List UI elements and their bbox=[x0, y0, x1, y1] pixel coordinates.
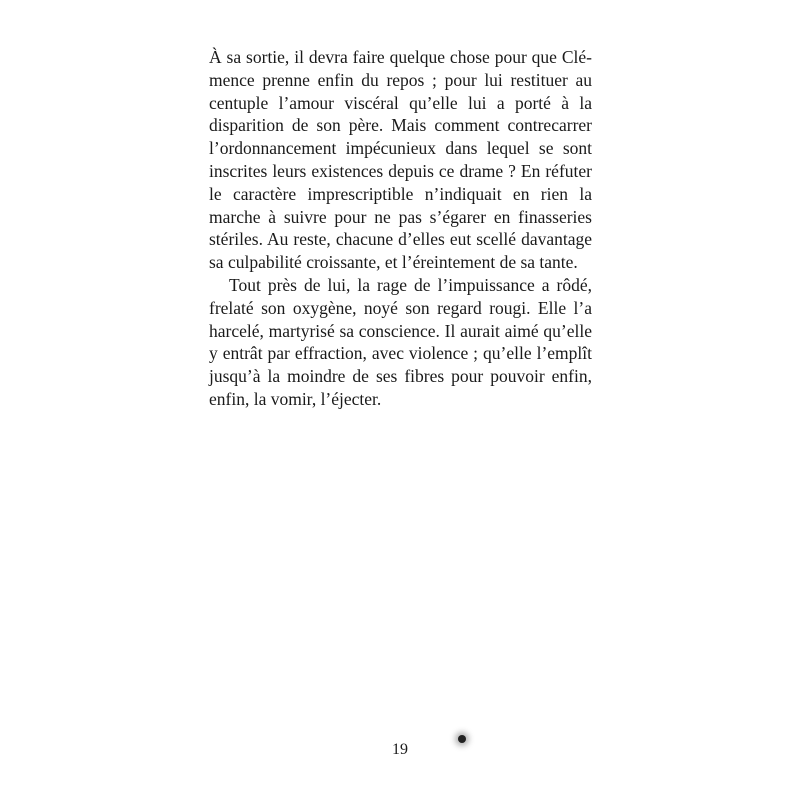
paragraph-2: Tout près de lui, la rage de l’impuissance a rôdé, frelaté son oxygène, noyé son regard rougi. Elle l’a harcelé, martyrisé sa conscience. Il aurait aimé qu’elle y entrât par effraction, avec violence ; qu’elle l’emplît jusqu’à la moindre de ses fibres pour pouvoir enfin, enfin, la vomir, l’éjecter. bbox=[209, 274, 592, 409]
body-text bbox=[209, 46, 592, 411]
page-number: 19 bbox=[392, 741, 408, 758]
ink-spot-mark bbox=[458, 735, 466, 743]
paragraph-1: À sa sortie, il devra faire quelque chose pour que Clémence prenne enfin du repos ; pour lui restituer au centuple l’amour viscéral qu’elle lui a porté à la disparition de son père. Mais comment contrecarrer l’ordonnancement impécunieux dans lequel se sont inscrites leurs existences depuis ce drame ? En réfuter le caractère imprescriptible n’indiquait en rien la marche à suivre pour ne pas s’égarer en finasseries stériles. Au reste, chacune d’elles eut scellé davantage sa culpabilité croissante, et l’éreintement de sa tante. bbox=[209, 47, 592, 273]
